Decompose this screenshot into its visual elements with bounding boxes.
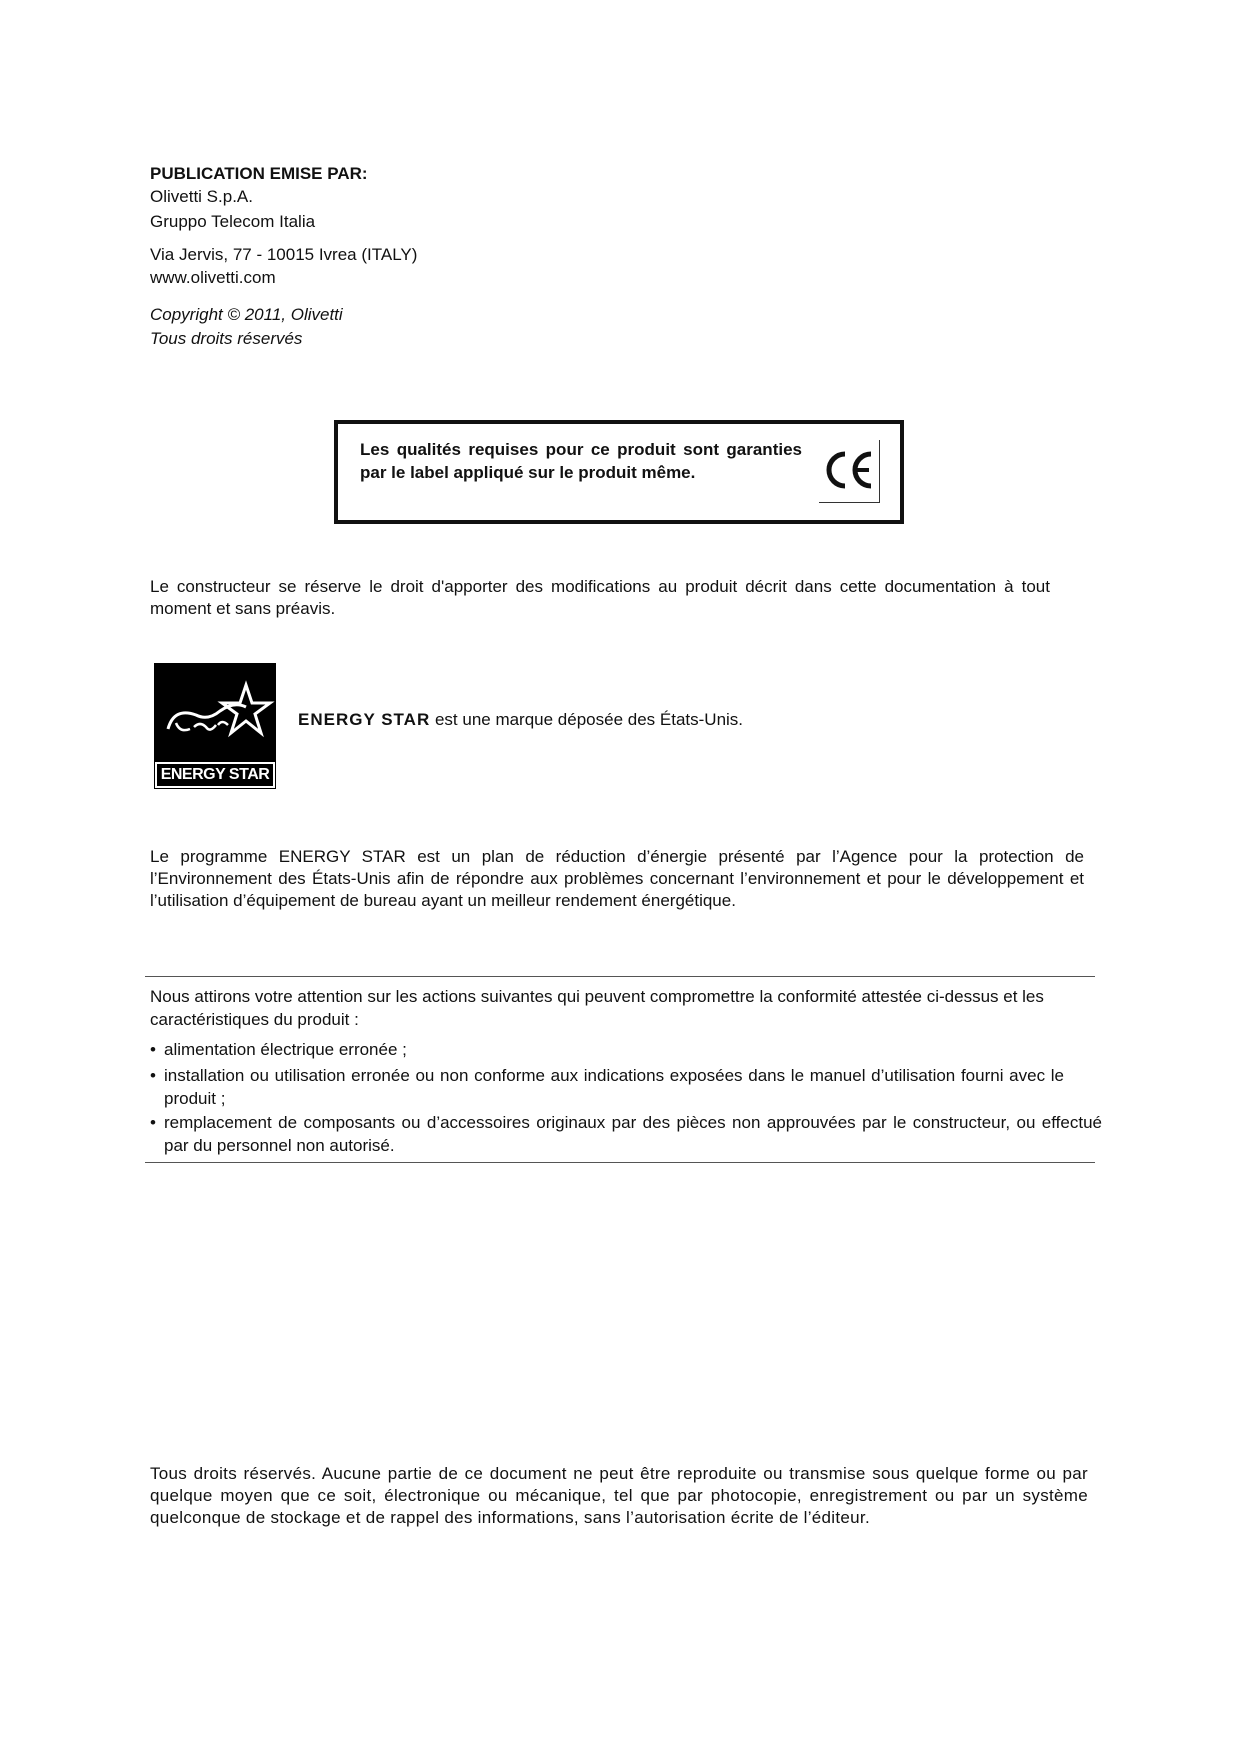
energy-star-program-text: Le programme ENERGY STAR est un plan de réduction d’énergie présenté par l’Agence pour la protection de l’Environnement des États-Unis afin de répondre aux problèmes concernant l’environnement et pour le développement et l’utilisation d’équipement de bureau ayant un meilleur rendement énergétique.: [150, 847, 1084, 910]
bullet-icon: •: [150, 1113, 156, 1132]
energy-star-trademark: [298, 709, 743, 731]
energy-star-trademark-text: est une marque déposée des États-Unis.: [430, 710, 744, 729]
rights-line: Tous droits réservés: [150, 329, 303, 348]
attention-item-text: alimentation électrique erronée ;: [164, 1040, 407, 1059]
divider-bottom: [145, 1162, 1095, 1163]
company-group: Gruppo Telecom Italia: [150, 212, 316, 231]
bullet-icon: •: [150, 1040, 156, 1059]
energy-star-brand: ENERGY STAR: [298, 710, 431, 729]
ce-notice-box: [334, 420, 904, 524]
attention-intro: Nous attirons votre attention sur les actions suivantes qui peuvent compromettre la conformité attestée ci-dessus et les caractéristiques du produit :: [150, 987, 1044, 1029]
footer-rights-text: Tous droits réservés. Aucune partie de ce document ne peut être reproduite ou transmise sous quelque forme ou par quelque moyen que ce soit, électronique ou mécanique, tel que par photocopie, enregistrement ou par un système quelconque de stockage et de rappel des informations, sans l’autorisation écrite de l’éditeur.: [150, 1464, 1088, 1527]
company-website: www.olivetti.com: [150, 268, 276, 287]
copyright-line: Copyright © 2011, Olivetti: [150, 305, 343, 324]
attention-item-text: remplacement de composants ou d’accessoires originaux par des pièces non approuvées par le constructeur, ou effectué par du personnel non autorisé.: [164, 1113, 1102, 1155]
energy-star-logo-label: ENERGY STAR: [160, 766, 270, 783]
divider-top: [145, 976, 1095, 977]
ce-notice-text: Les qualités requises pour ce produit sont garanties par le label appliqué sur le produit même.: [360, 440, 802, 482]
modification-notice: Le constructeur se réserve le droit d'apporter des modifications au produit décrit dans cette documentation à tout moment et sans préavis.: [150, 577, 1050, 618]
energy-star-logo-icon: [154, 663, 276, 789]
ce-mark-icon: [819, 440, 880, 503]
company-address: Via Jervis, 77 - 10015 Ivrea (ITALY): [150, 245, 418, 264]
attention-item-text: installation ou utilisation erronée ou non conforme aux indications exposées dans le manuel d’utilisation fourni avec le produit ;: [164, 1066, 1064, 1108]
publisher-heading: PUBLICATION EMISE PAR:: [150, 164, 368, 183]
bullet-icon: •: [150, 1066, 156, 1085]
company-name: Olivetti S.p.A.: [150, 187, 253, 206]
